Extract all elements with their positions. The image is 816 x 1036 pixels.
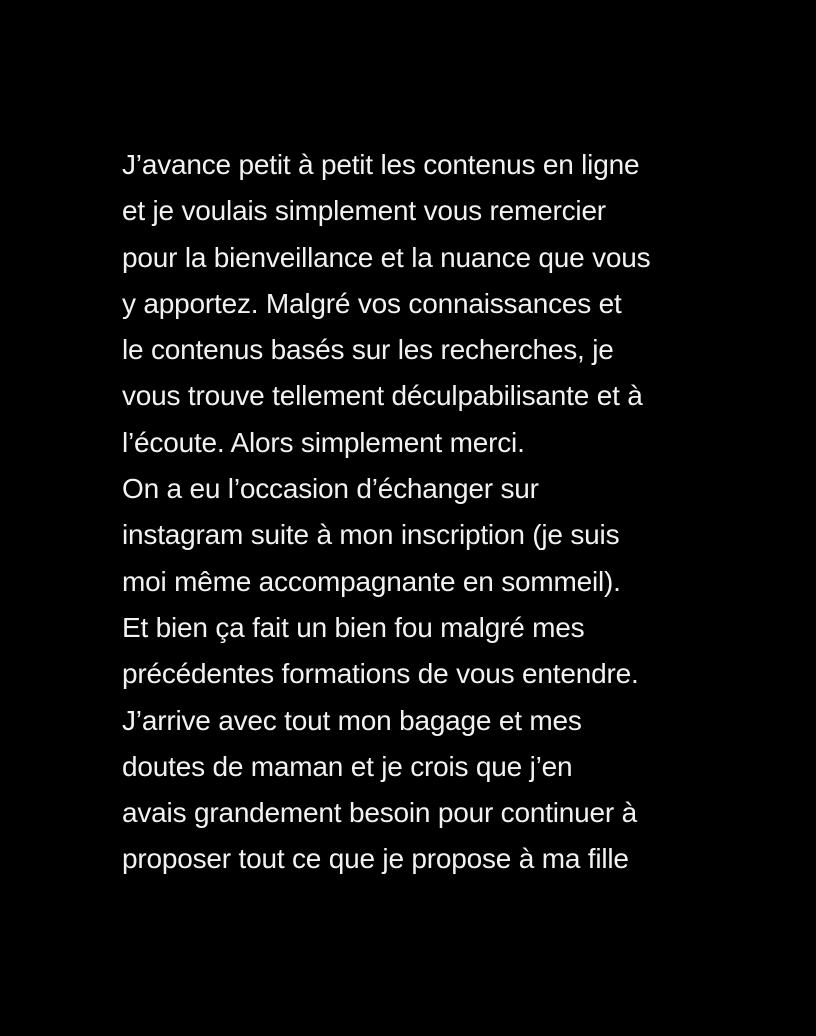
message-line: avais grandement besoin pour continuer à — [122, 797, 638, 829]
message-line: doutes de maman et je crois que j’en — [122, 750, 573, 782]
message-text-block — [122, 142, 782, 883]
message-line: l’écoute. Alors simplement merci. — [122, 426, 525, 458]
message-line: moi même accompagnante en sommeil). — [122, 565, 621, 597]
message-line: précédentes formations de vous entendre. — [122, 658, 639, 690]
message-line: vous trouve tellement déculpabilisante et à — [122, 380, 643, 412]
message-line: On a eu l’occasion d’échanger sur — [122, 473, 539, 505]
message-line: J’arrive avec tout mon bagage et mes — [122, 704, 582, 736]
message-line: et je voulais simplement vous remercier — [122, 195, 606, 227]
message-line: instagram suite à mon inscription (je suis — [122, 519, 620, 551]
message-line: pour la bienveillance et la nuance que vous — [122, 241, 651, 273]
message-line: le contenus basés sur les recherches, je — [122, 334, 614, 366]
message-line: J’avance petit à petit les contenus en ligne — [122, 149, 640, 180]
message-line: y apportez. Malgré vos connaissances et — [122, 287, 622, 319]
message-line: Et bien ça fait un bien fou malgré mes — [122, 611, 585, 643]
message-line: proposer tout ce que je propose à ma fille — [122, 843, 629, 875]
